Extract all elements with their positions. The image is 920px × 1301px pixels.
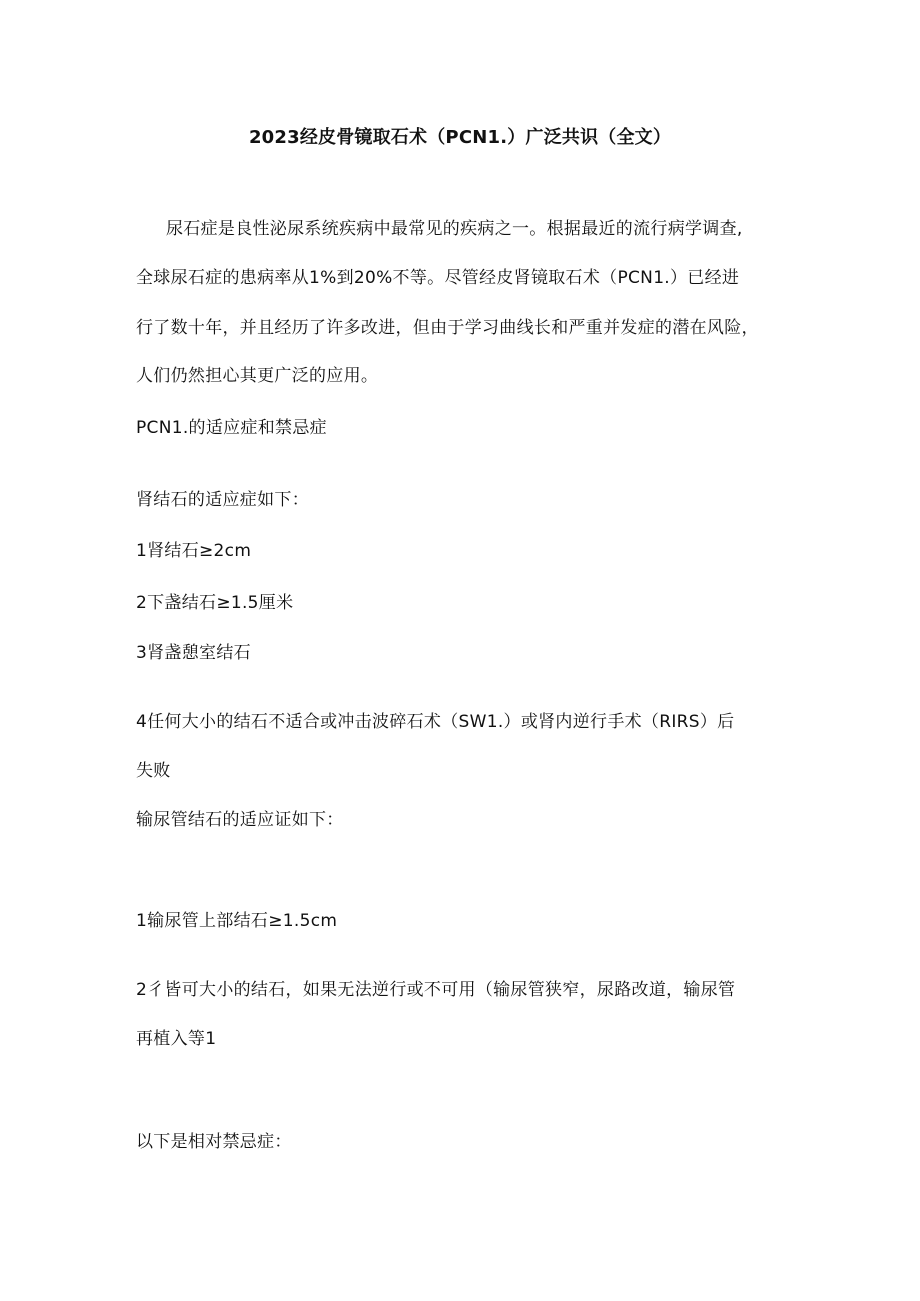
intro-line-1: 尿石症是良性泌尿系统疾病中最常见的疾病之一。根据最近的流行病学调查, [166, 219, 743, 239]
kidney-heading: 肾结石的适应症如下： [136, 490, 309, 510]
ureter-item-2-line-2: 再植入等1 [136, 1029, 217, 1049]
kidney-item-3: 3肾盏憩室结石 [136, 643, 251, 663]
kidney-item-4-line-1: 4任何大小的结石不适合或冲击波碎石术（SW1.）或肾内逆行手术（RIRS）后 [136, 712, 735, 732]
section-heading: PCN1.的适应症和禁忌症 [136, 418, 327, 438]
ureter-item-2-line-1: 2彳皆可大小的结石，如果无法逆行或不可用（输尿管狭窄，尿路改道，输尿管 [136, 980, 736, 1000]
ureter-item-1: 1输尿管上部结石≥1.5cm [136, 911, 338, 931]
kidney-item-2: 2下盏结石≥1.5厘米 [136, 593, 294, 613]
kidney-item-4-line-2: 失败 [136, 761, 171, 781]
contraindications-heading: 以下是相对禁忌症： [136, 1132, 292, 1152]
kidney-item-1: 1肾结石≥2cm [136, 541, 252, 561]
intro-line-4: 人们仍然担心其更广泛的应用。 [136, 366, 379, 386]
intro-line-3: 行了数十年，并且经历了许多改进，但由于学习曲线长和严重并发症的潜在风险， [136, 318, 759, 338]
document-title: 2023经皮骨镜取石术（PCN1.）广泛共识（全文） [248, 127, 672, 148]
ureter-heading: 输尿管结石的适应证如下： [136, 810, 344, 830]
intro-line-2: 全球尿石症的患病率从1%到20%不等。尽管经皮肾镜取石术（PCN1.）已经进 [136, 268, 740, 288]
